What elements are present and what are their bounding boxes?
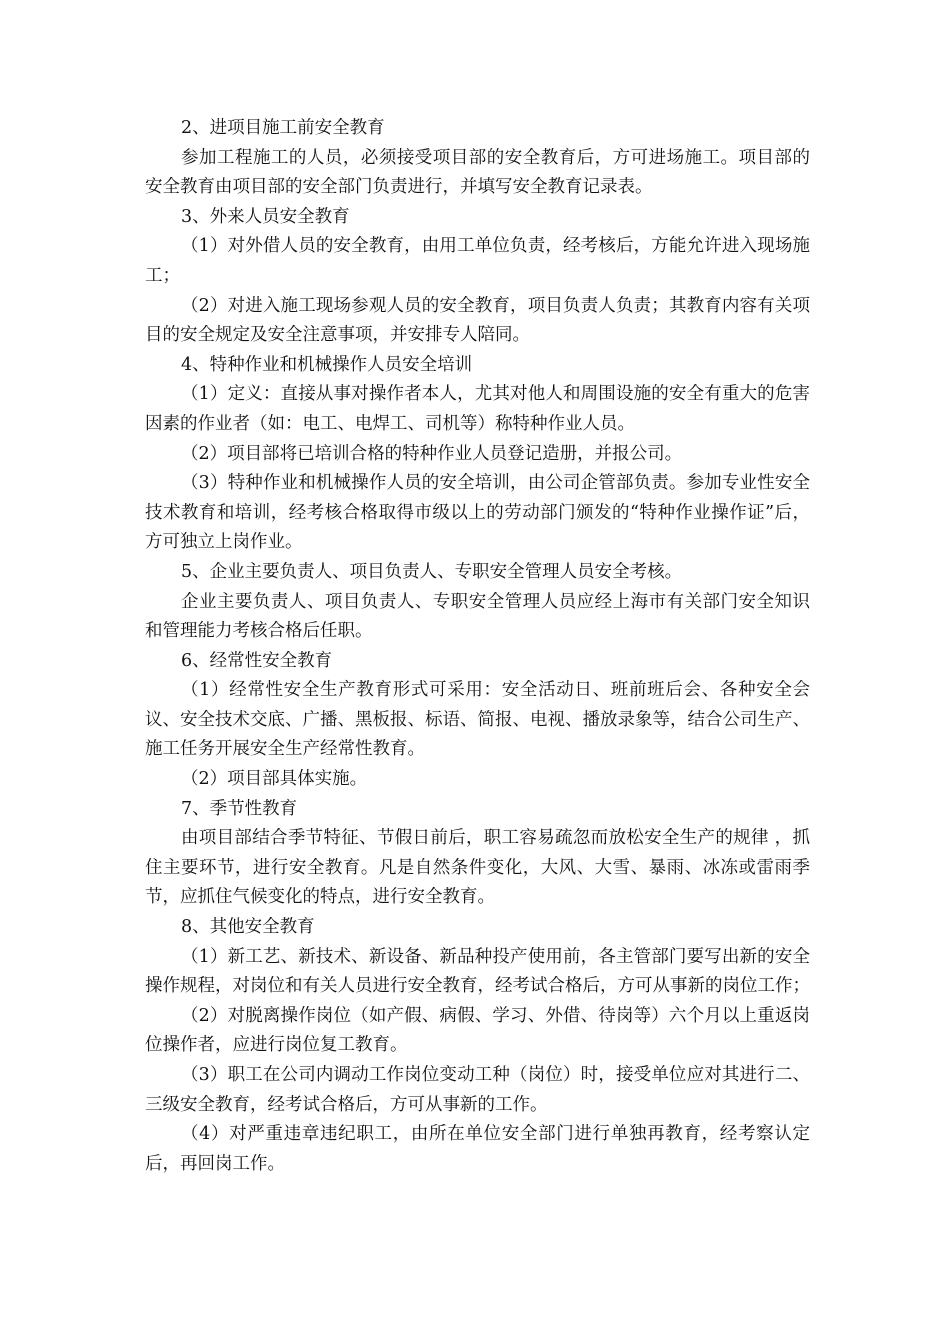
section-heading-4: 4、特种作业和机械操作人员安全培训 [181,354,473,375]
section-heading-6: 6、经常性安全教育 [181,650,333,671]
list-item: （1）新工艺、新技术、新设备、新品种投产使用前，各主管部门要写出新的安全操作规程，对岗位和有关人员进行安全教育，经考试合格后，方可从事新的岗位工作； [145,946,810,997]
section-heading-3: 3、外来人员安全教育 [181,206,350,227]
list-item: （1）经常性安全生产教育形式可采用：安全活动日、班前班后会、各种安全会议、安全技术交底、广播、黑板报、标语、简报、电视、播放录象等，结合公司生产、施工任务开展安全生产经常性教育。 [145,680,810,760]
paragraph: 参加工程施工的人员，必须接受项目部的安全教育后，方可进场施工。项目部的安全教育由项目部的安全部门负责进行，并填写安全教育记录表。 [145,147,810,198]
list-item: （3）职工在公司内调动工作岗位变动工种（岗位）时，接受单位应对其进行二、三级安全教育，经考试合格后，方可从事新的工作。 [145,1065,810,1115]
section-heading-7: 7、季节性教育 [181,798,298,819]
section-heading-2: 2、进项目施工前安全教育 [181,118,385,138]
list-item: （1）定义：直接从事对操作者本人，尤其对他人和周围设施的安全有重大的危害因素的作业者（如：电工、电焊工、司机等）称特种作业人员。 [145,384,810,434]
paragraph: 企业主要负责人、项目负责人、专职安全管理人员应经上海市有关部门安全知识和管理能力考核合格后任职。 [145,591,810,642]
list-item: （2）对脱离操作岗位（如产假、病假、学习、外借、待岗等）六个月以上重返岗位操作者，应进行岗位复工教育。 [145,1005,810,1056]
list-item: （2）项目部具体实施。 [181,769,368,790]
list-item: （2）对进入施工现场参观人员的安全教育，项目负责人负责；其教育内容有关项目的安全规定及安全注意事项，并安排专人陪同。 [145,295,810,346]
paragraph: 由项目部结合季节特征、节假日前后，职工容易疏忽而放松安全生产的规律 ，抓住主要环节，进行安全教育。凡是自然条件变化，大风、大雪、暴雨、冰冻或雷雨季节，应抓住气候变化的特点，进行安全教育。 [145,828,810,908]
section-heading-8: 8、其他安全教育 [181,917,315,938]
list-item: （3）特种作业和机械操作人员的安全培训，由公司企管部负责。参加专业性安全技术教育和培训，经考核合格取得市级以上的劳动部门颁发的“特种作业操作证”后，方可独立上岗作业。 [145,473,810,553]
section-heading-5: 5、企业主要负责人、项目负责人、专职安全管理人员安全考核。 [181,561,683,582]
document-body [145,114,810,1179]
list-item: （4）对严重违章违纪职工，由所在单位安全部门进行单独再教育，经考察认定后，再回岗工作。 [145,1124,810,1174]
list-item: （1）对外借人员的安全教育，由用工单位负责，经考核后，方能允许进入现场施工； [145,236,810,286]
list-item: （2）项目部将已培训合格的特种作业人员登记造册，并报公司。 [181,443,683,464]
